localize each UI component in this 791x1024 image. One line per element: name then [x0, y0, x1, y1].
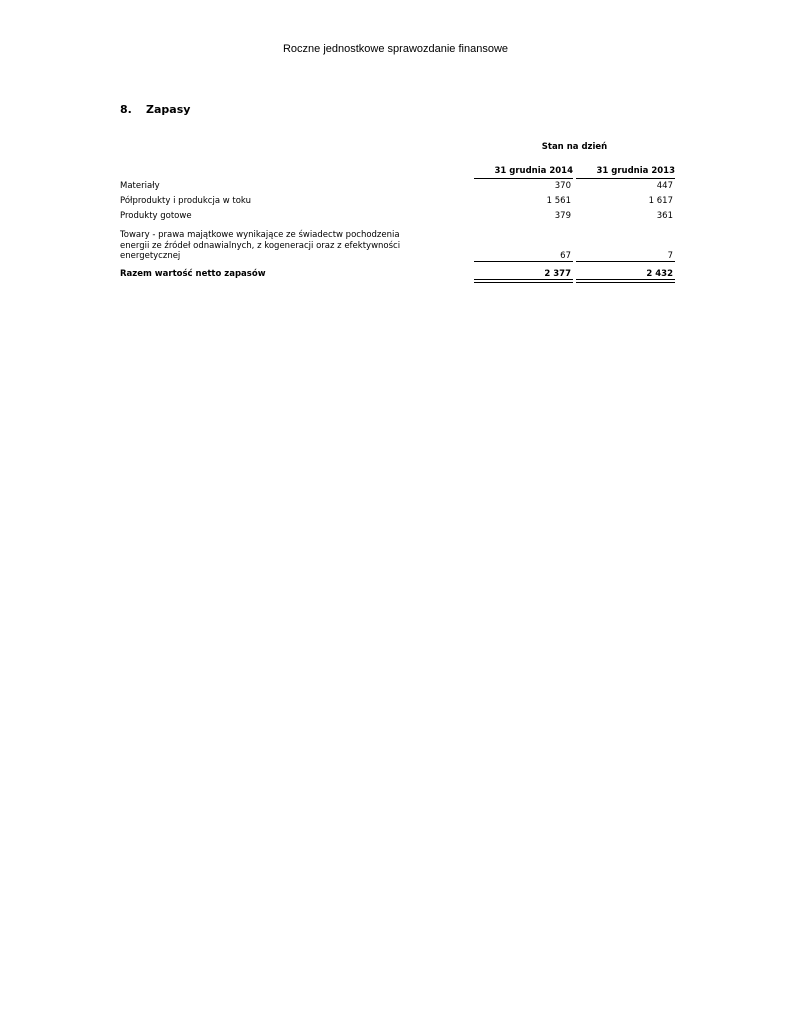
total-2014: 2 377	[544, 269, 571, 279]
total-label: Razem wartość netto zapasów	[120, 269, 266, 279]
value-2013: 1 617	[648, 196, 673, 206]
row-label: Produkty gotowe	[120, 211, 192, 221]
section-heading	[120, 103, 190, 116]
value-2013: 447	[656, 181, 673, 191]
column-header-2013: 31 grudnia 2013	[576, 166, 675, 179]
row-label: Półprodukty i produkcja w toku	[120, 196, 251, 206]
total-double-rule	[474, 279, 573, 283]
value-2014: 1 561	[546, 196, 571, 206]
page-header: Roczne jednostkowe sprawozdanie finansowe	[282, 43, 509, 55]
row-label: Materiały	[120, 181, 160, 191]
value-2014: 370	[554, 181, 571, 191]
row-label: Towary - prawa majątkowe wynikające ze świadectw pochodzenia energii ze źródeł odnawialnych, z kogeneracji oraz z efektywności energetycznej	[120, 230, 401, 261]
column-header-2014: 31 grudnia 2014	[474, 166, 573, 179]
subtotal-rule	[474, 261, 573, 262]
value-2013: 361	[656, 211, 673, 221]
section-number: 8.	[120, 103, 132, 116]
subtotal-rule	[576, 261, 675, 262]
table-group-header: Stan na dzień	[541, 142, 608, 152]
value-2014: 67	[560, 251, 571, 261]
value-2013: 7	[667, 251, 673, 261]
total-2013: 2 432	[646, 269, 673, 279]
total-double-rule	[576, 279, 675, 283]
value-2014: 379	[554, 211, 571, 221]
section-title: Zapasy	[146, 103, 191, 116]
